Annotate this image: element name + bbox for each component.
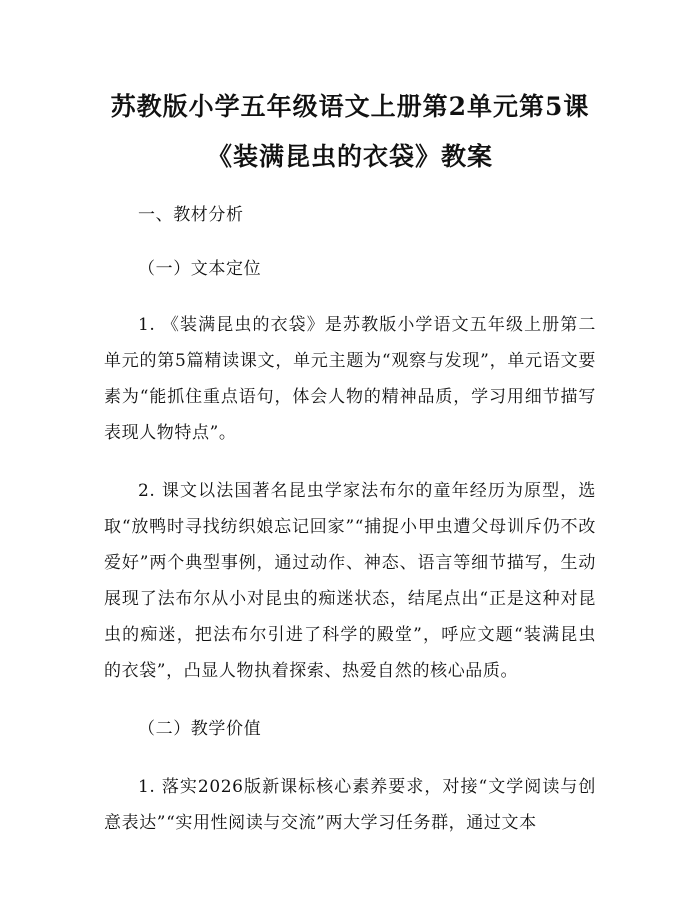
document-title-line-1: 苏教版小学五年级语文上册第2单元第5课 — [110, 92, 590, 121]
paragraph-1: 1. 《装满昆虫的衣袋》是苏教版小学语文五年级上册第二单元的第5篇精读课文，单元主题为“观察与发现”，单元语文要素为“能抓住重点语句，体会人物的精神品质，学习用细节描写表现人物特点”。 — [104, 315, 596, 443]
document-title-line-2: 《装满昆虫的衣袋》教案 — [206, 142, 493, 171]
subsection-heading-text-positioning: （一）文本定位 — [138, 259, 262, 279]
section-heading-textbook-analysis: 一、教材分析 — [138, 205, 244, 225]
paragraph-3: 1. 落实2026版新课标核心素养要求，对接“文学阅读与创意表达”“实用性阅读与交流”两大学习任务群，通过文本 — [104, 777, 596, 833]
paragraph-2: 2. 课文以法国著名昆虫学家法布尔的童年经历为原型，选取“放鸭时寻找纺织娘忘记回家”“捕捉小甲虫遭父母训斥仍不改爱好”两个典型事例，通过动作、神态、语言等细节描写，生动展现了法布尔从小对昆虫的痴迷状态，结尾点出“正是这种对昆虫的痴迷，把法布尔引进了科学的殿堂”，呼应文题“装满昆虫的衣袋”，凸显人物执着探索、热爱自然的核心品质。 — [104, 481, 596, 681]
subsection-heading-teaching-value: （二）教学价值 — [138, 719, 262, 739]
